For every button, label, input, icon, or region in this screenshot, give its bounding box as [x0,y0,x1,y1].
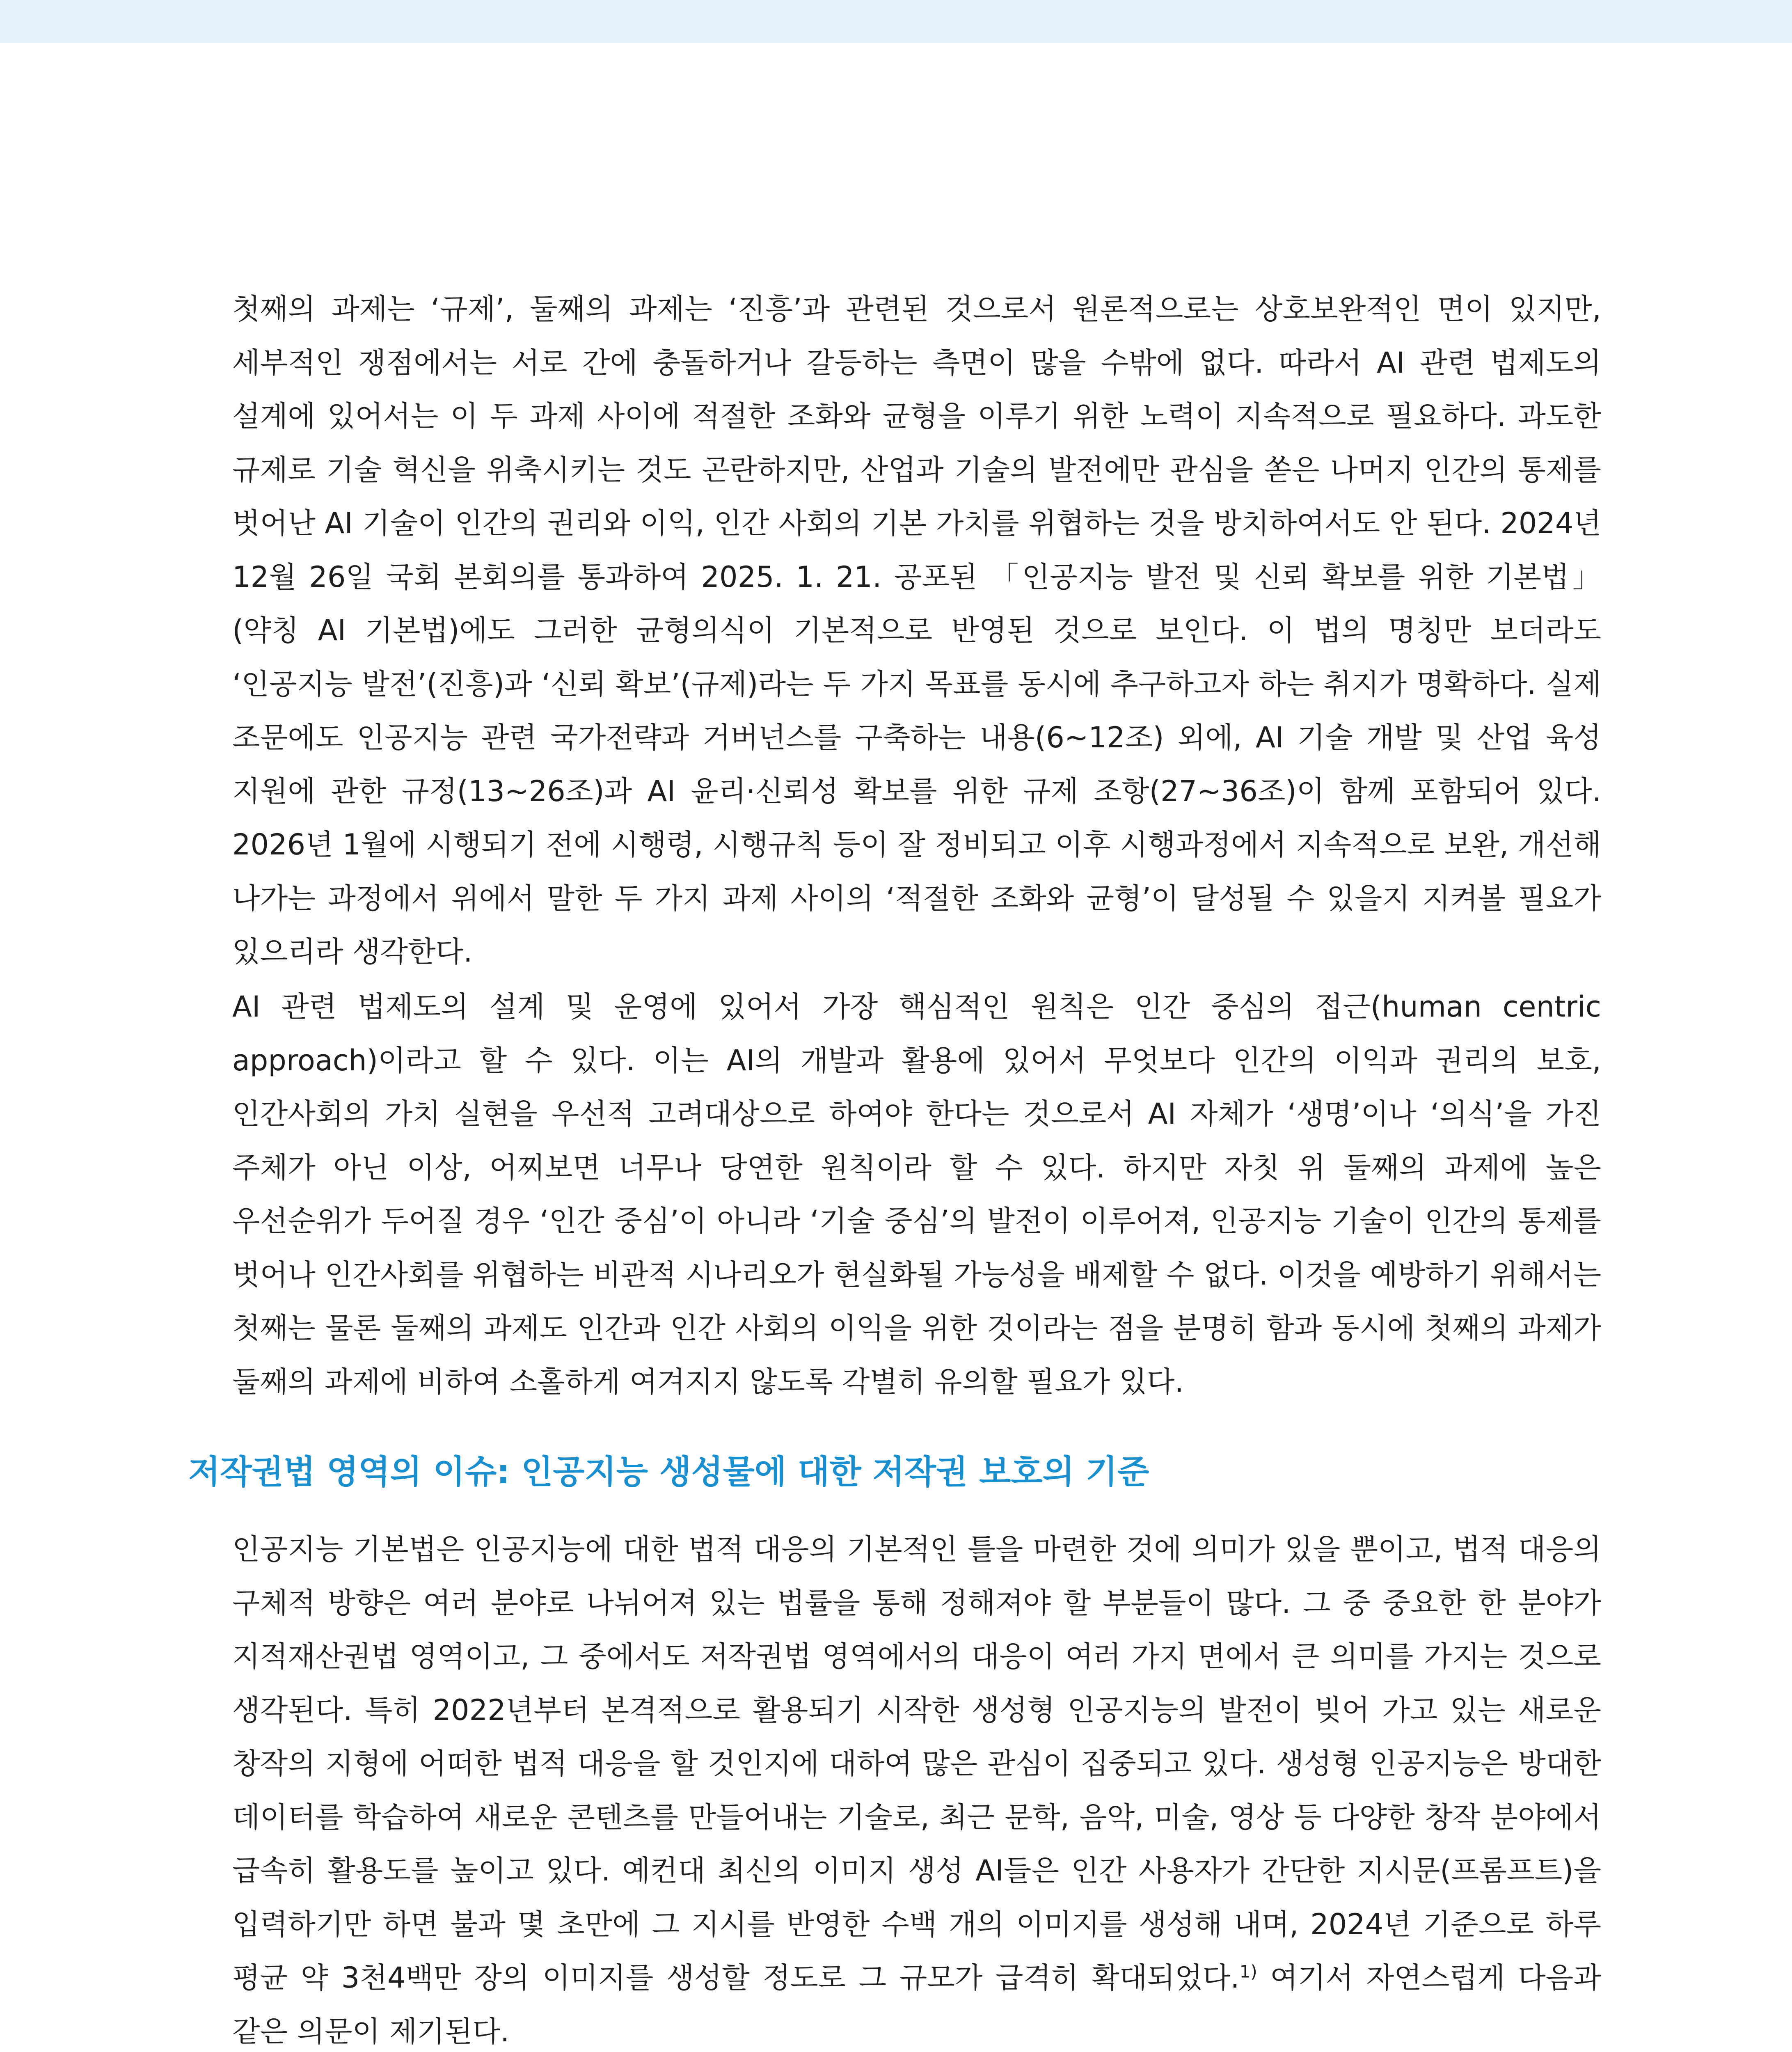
top-header-band [0,0,1792,43]
footnote-reference[interactable]: 1) [1239,1961,1257,1982]
body-paragraph-1: 첫째의 과제는 ‘규제’, 둘째의 과제는 ‘진흥’과 관련된 것으로서 원론적으로는 상호보완적인 면이 있지만, 세부적인 쟁점에서는 서로 간에 충돌하거나 갈등하는 측면이 많을 수밖에 없다. 따라서 AI 관련 법제도의 설계에 있어서는 이 두 과제 사이에 적절한 조화와 균형을 이루기 위한 노력이 지속적으로 필요하다. 과도한 규제로 기술 혁신을 위축시키는 것도 곤란하지만, 산업과 기술의 발전에만 관심을 쏟은 나머지 인간의 통제를 벗어난 AI 기술이 인간의 권리와 이익, 인간 사회의 기본 가치를 위협하는 것을 방치하여서도 안 된다. 2024년 12월 26일 국회 본회의를 통과하여 2025. 1. 21. 공포된 「인공지능 발전 및 신뢰 확보를 위한 기본법」(약칭 AI 기본법)에도 그러한 균형의식이 기본적으로 반영된 것으로 보인다. 이 법의 명칭만 보더라도 ‘인공지능 발전’(진흥)과 ‘신뢰 확보’(규제)라는 두 가지 목표를 동시에 추구하고자 하는 취지가 명확하다. 실제 조문에도 인공지능 관련 국가전략과 거버넌스를 구축하는 내용(6~12조) 외에, AI 기술 개발 및 산업 육성 지원에 관한 규정(13~26조)과 AI 윤리·신뢰성 확보를 위한 규제 조항(27~36조)이 함께 포함되어 있다. 2026년 1월에 시행되기 전에 시행령, 시행규칙 등이 잘 정비되고 이후 시행과정에서 지속적으로 보완, 개선해 나가는 과정에서 위에서 말한 두 가지 과제 사이의 ‘적절한 조화와 균형’이 달성될 수 있을지 지켜볼 필요가 있으리라 생각한다. [232,292,1601,969]
body-paragraph-3 [232,1523,1601,2052]
body-paragraph-3-tail: 여기서 자연스럽게 다음과 같은 의문이 제기된다. [232,1961,1602,2048]
section-heading: 저작권법 영역의 이슈: 인공지능 생성물에 대한 저작권 보호의 기준 [188,1453,1149,1491]
body-paragraph-3-text: 인공지능 기본법은 인공지능에 대한 법적 대응의 기본적인 틀을 마련한 것에 의미가 있을 뿐이고, 법적 대응의 구체적 방향은 여러 분야로 나뉘어져 있는 법률을 통해 정해져야 할 부분들이 많다. 그 중 중요한 한 분야가 지적재산권법 영역이고, 그 중에서도 저작권법 영역에서의 대응이 여러 가지 면에서 큰 의미를 가지는 것으로 생각된다. 특히 2022년부터 본격적으로 활용되기 시작한 생성형 인공지능의 발전이 빚어 가고 있는 새로운 창작의 지형에 어떠한 법적 대응을 할 것인지에 대하여 많은 관심이 집중되고 있다. 생성형 인공지능은 방대한 데이터를 학습하여 새로운 콘텐츠를 만들어내는 기술로, 최근 문학, 음악, 미술, 영상 등 다양한 창작 분야에서 급속히 활용도를 높이고 있다. 예컨대 최신의 이미지 생성 AI들은 인간 사용자가 간단한 지시문(프롬프트)을 입력하기만 하면 불과 몇 초만에 그 지시를 반영한 수백 개의 이미지를 생성해 내며, 2024년 기준으로 하루 평균 약 3천4백만 장의 이미지를 생성할 정도로 그 규모가 급격히 확대되었다. [232,1532,1601,1995]
body-paragraph-2: AI 관련 법제도의 설계 및 운영에 있어서 가장 핵심적인 원칙은 인간 중심의 접근(human centric approach)이라고 할 수 있다. 이는 AI의 개발과 활용에 있어서 무엇보다 인간의 이익과 권리의 보호, 인간사회의 가치 실현을 우선적 고려대상으로 하여야 한다는 것으로서 AI 자체가 ‘생명’이나 ‘의식’을 가진 주체가 아닌 이상, 어찌보면 너무나 당연한 원칙이라 할 수 있다. 하지만 자칫 위 둘째의 과제에 높은 우선순위가 두어질 경우 ‘인간 중심’이 아니라 ‘기술 중심’의 발전이 이루어져, 인공지능 기술이 인간의 통제를 벗어나 인간사회를 위협하는 비관적 시나리오가 현실화될 가능성을 배제할 수 없다. 이것을 예방하기 위해서는 첫째는 물론 둘째의 과제도 인간과 인간 사회의 이익을 위한 것이라는 점을 분명히 함과 동시에 첫째의 과제가 둘째의 과제에 비하여 소홀하게 여겨지지 않도록 각별히 유의할 필요가 있다. [232,990,1601,1399]
